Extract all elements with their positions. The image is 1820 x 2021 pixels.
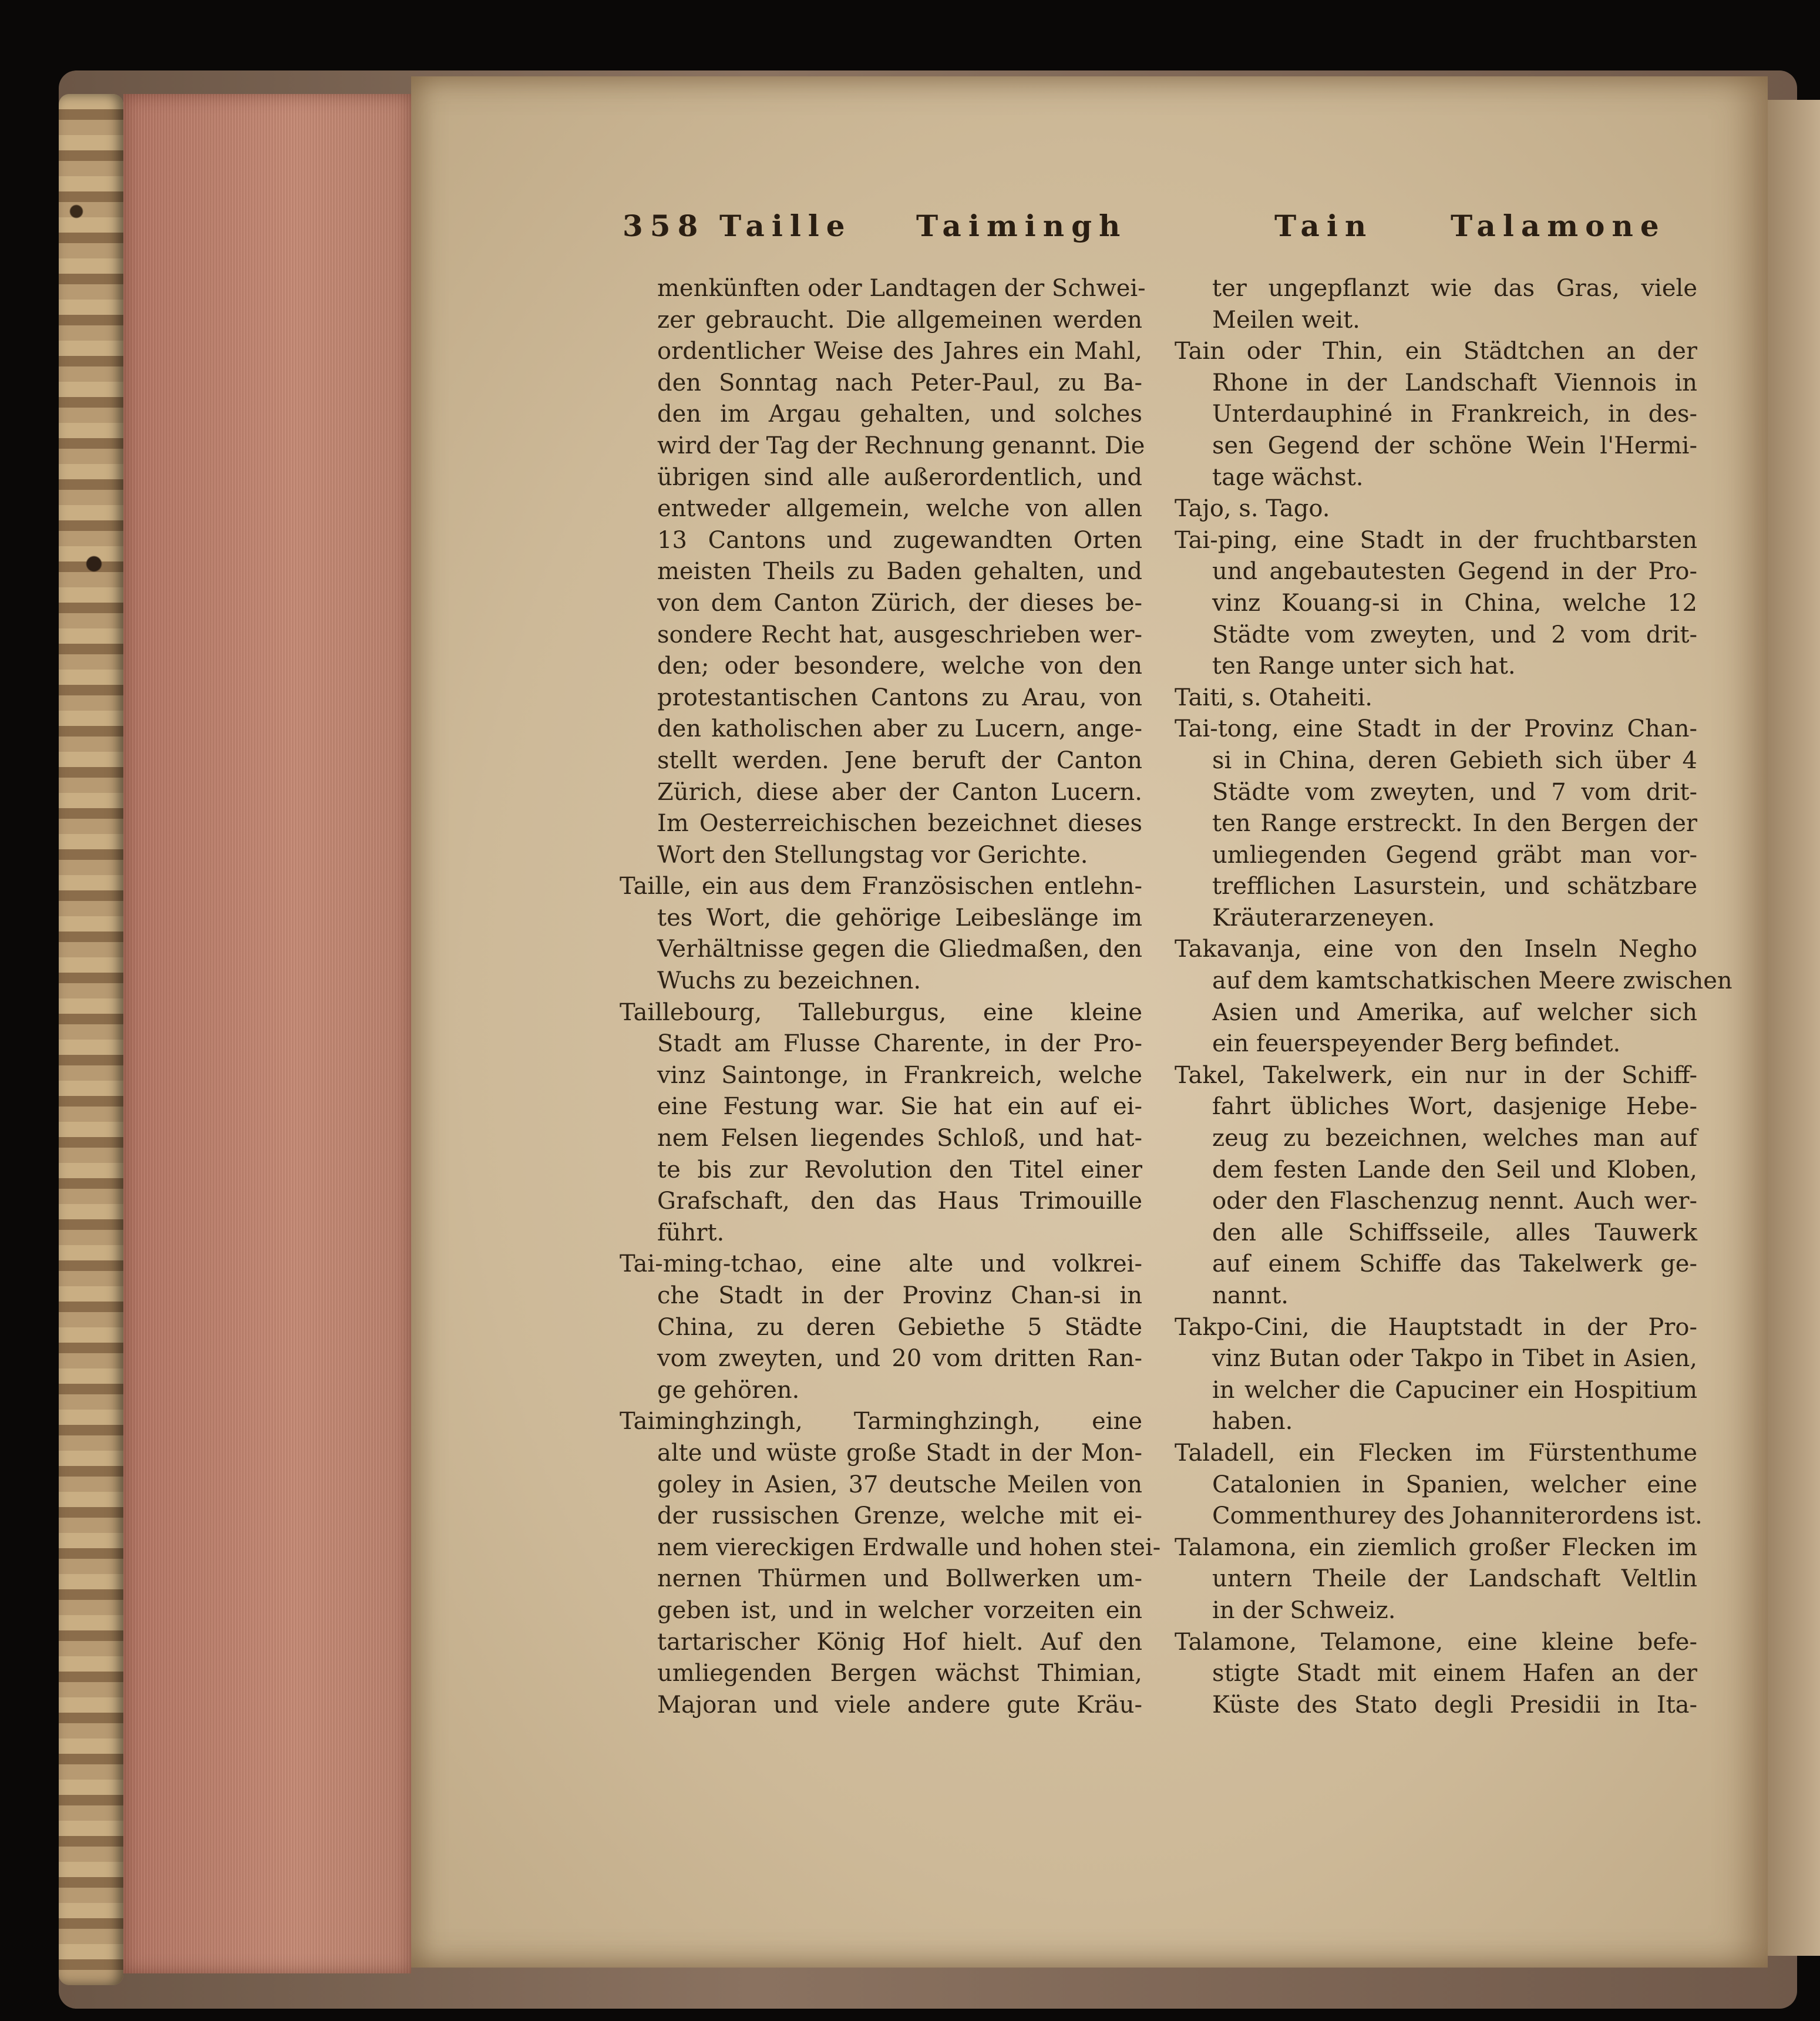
text-line: den; oder besondere, welche von den bbox=[657, 653, 1142, 680]
text-line: in der Schweiz. bbox=[1212, 1596, 1396, 1624]
text-line: ordentlicher Weise des Jahres ein Mahl, bbox=[657, 338, 1142, 365]
text-line: fahrt übliches Wort, dasjenige Hebe- bbox=[1212, 1093, 1697, 1121]
text-line: dem festen Lande den Seil und Kloben, bbox=[1212, 1156, 1697, 1183]
guide-word: Taille bbox=[719, 209, 852, 243]
text-line: ten Range erstreckt. In den Bergen der bbox=[1212, 810, 1697, 838]
text-line: menkünften oder Landtagen der Schwei- bbox=[657, 275, 1146, 302]
text-line: Im Oesterreichischen bezeichnet dieses bbox=[657, 810, 1142, 838]
entry-headword-line: Talamona, ein ziemlich großer Flecken im bbox=[1175, 1534, 1697, 1561]
text-line: nannt. bbox=[1212, 1282, 1289, 1309]
text-line: tage wächst. bbox=[1212, 463, 1364, 491]
text-line: ter ungepflanzt wie das Gras, viele bbox=[1212, 275, 1697, 302]
text-line: untern Theile der Landschaft Veltlin bbox=[1212, 1565, 1697, 1593]
text-line: führt. bbox=[657, 1219, 725, 1246]
entry-headword-line: Takel, Takelwerk, ein nur in der Schiff- bbox=[1175, 1061, 1697, 1089]
text-line: oder den Flaschenzug nennt. Auch wer- bbox=[1212, 1188, 1697, 1215]
text-line: den katholischen aber zu Lucern, ange- bbox=[657, 715, 1142, 743]
text-line: Wuchs zu bezeichnen. bbox=[657, 967, 921, 995]
entry-headword-line: Taiminghzingh, Tarminghzingh, eine bbox=[620, 1408, 1142, 1435]
text-line: zeug zu bezeichnen, welches man auf bbox=[1212, 1125, 1697, 1152]
text-line: von dem Canton Zürich, der dieses be- bbox=[657, 589, 1142, 617]
text-line: nernen Thürmen und Bollwerken um- bbox=[657, 1565, 1142, 1593]
text-line: tes Wort, die gehörige Leibeslänge im bbox=[657, 904, 1142, 932]
entry-headword-line: Tai-ping, eine Stadt in der fruchtbarsten bbox=[1175, 526, 1697, 554]
page-number: 358 bbox=[623, 209, 705, 243]
text-line: sondere Recht hat, ausgeschrieben wer- bbox=[657, 621, 1142, 648]
text-line: auf dem kamtschatkischen Meere zwischen bbox=[1212, 967, 1732, 995]
text-line: Kräuterarzeneyen. bbox=[1212, 904, 1435, 932]
text-line: Asien und Amerika, auf welcher sich bbox=[1212, 998, 1697, 1026]
text-line: Städte vom zweyten, und 7 vom drit- bbox=[1212, 778, 1697, 806]
text-line: che Stadt in der Provinz Chan-si in bbox=[657, 1282, 1142, 1309]
text-line: vinz Butan oder Takpo in Tibet in Asien, bbox=[1212, 1345, 1697, 1373]
entry-headword-line: Taiti, s. Otaheiti. bbox=[1175, 684, 1372, 711]
text-line: tartarischer König Hof hielt. Auf den bbox=[657, 1628, 1142, 1656]
text-line: haben. bbox=[1212, 1408, 1293, 1435]
text-line: nem Felsen liegendes Schloß, und hat- bbox=[657, 1125, 1142, 1152]
text-line: Wort den Stellungstag vor Gerichte. bbox=[657, 841, 1088, 869]
text-line: trefflichen Lasurstein, und schätzbare bbox=[1212, 873, 1697, 900]
text-line: China, zu deren Gebiethe 5 Städte bbox=[657, 1313, 1142, 1341]
text-line: Commenthurey des Johanniterordens ist. bbox=[1212, 1502, 1703, 1530]
text-line: si in China, deren Gebieth sich über 4 bbox=[1212, 746, 1697, 774]
book-spine bbox=[59, 94, 123, 1985]
text-line: in welcher die Capuciner ein Hospitium bbox=[1212, 1376, 1697, 1404]
text-line: sen Gegend der schöne Wein l'Hermi- bbox=[1212, 432, 1697, 459]
running-header bbox=[0, 209, 1820, 250]
guide-word: Tain bbox=[1274, 209, 1374, 243]
entry-headword-line: Tai-tong, eine Stadt in der Provinz Chan- bbox=[1175, 715, 1697, 743]
text-column-left bbox=[620, 273, 1161, 1721]
text-line: der russischen Grenze, welche mit ei- bbox=[657, 1502, 1142, 1530]
page-edges bbox=[123, 94, 411, 1973]
entry-headword-line: Taillebourg, Talleburgus, eine kleine bbox=[620, 998, 1142, 1026]
text-line: vinz Saintonge, in Frankreich, welche bbox=[657, 1061, 1142, 1089]
text-line: den alle Schiffsseile, alles Tauwerk bbox=[1212, 1219, 1697, 1246]
entry-headword-line: Tai-ming-tchao, eine alte und volkrei- bbox=[620, 1250, 1142, 1278]
text-line: zer gebraucht. Die allgemeinen werden bbox=[657, 306, 1142, 334]
entry-headword-line: Takpo-Cini, die Hauptstadt in der Pro- bbox=[1175, 1313, 1697, 1341]
text-line: Rhone in der Landschaft Viennois in bbox=[1212, 369, 1697, 396]
text-line: ten Range unter sich hat. bbox=[1212, 653, 1516, 680]
text-line: den Sonntag nach Peter-Paul, zu Ba- bbox=[657, 369, 1142, 396]
text-line: goley in Asien, 37 deutsche Meilen von bbox=[657, 1471, 1142, 1498]
text-line: entweder allgemein, welche von allen bbox=[657, 495, 1142, 523]
text-line: den im Argau gehalten, und solches bbox=[657, 401, 1142, 428]
facing-page-edge bbox=[1768, 100, 1820, 1956]
text-line: Verhältnisse gegen die Gliedmaßen, den bbox=[657, 936, 1142, 963]
text-line: Majoran und viele andere gute Kräu- bbox=[657, 1691, 1142, 1719]
text-line: Grafschaft, den das Haus Trimouille bbox=[657, 1188, 1142, 1215]
text-line: wird der Tag der Rechnung genannt. Die bbox=[657, 432, 1145, 459]
text-line: Catalonien in Spanien, welcher eine bbox=[1212, 1471, 1697, 1498]
text-line: Küste des Stato degli Presidii in Ita- bbox=[1212, 1691, 1697, 1719]
text-line: stellt werden. Jene beruft der Canton bbox=[657, 746, 1142, 774]
text-line: übrigen sind alle außerordentlich, und bbox=[657, 463, 1142, 491]
text-line: Unterdauphiné in Frankreich, in des- bbox=[1212, 401, 1697, 428]
text-line: 13 Cantons und zugewandten Orten bbox=[657, 526, 1142, 554]
text-line: umliegenden Bergen wächst Thimian, bbox=[657, 1660, 1142, 1687]
text-line: te bis zur Revolution den Titel einer bbox=[657, 1156, 1142, 1183]
text-line: und angebautesten Gegend in der Pro- bbox=[1212, 558, 1697, 586]
text-column-right bbox=[1175, 273, 1732, 1721]
text-line: Stadt am Flusse Charente, in der Pro- bbox=[657, 1030, 1142, 1058]
text-line: eine Festung war. Sie hat ein auf ei- bbox=[657, 1093, 1142, 1121]
text-line: stigte Stadt mit einem Hafen an der bbox=[1212, 1660, 1697, 1687]
text-line: Städte vom zweyten, und 2 vom drit- bbox=[1212, 621, 1697, 648]
guide-word: Taimingh bbox=[916, 209, 1128, 243]
text-line: auf einem Schiffe das Takelwerk ge- bbox=[1212, 1250, 1697, 1278]
guide-word: Talamone bbox=[1451, 209, 1666, 243]
entry-headword-line: Taladell, ein Flecken im Fürstenthume bbox=[1175, 1439, 1697, 1467]
text-line: vom zweyten, und 20 vom dritten Ran- bbox=[657, 1345, 1142, 1373]
entry-headword-line: Talamone, Telamone, eine kleine befe- bbox=[1175, 1628, 1697, 1656]
text-line: nem viereckigen Erdwalle und hohen stei- bbox=[657, 1534, 1161, 1561]
entry-headword-line: Takavanja, eine von den Inseln Negho bbox=[1175, 936, 1697, 963]
text-line: protestantischen Cantons zu Arau, von bbox=[657, 684, 1142, 711]
text-line: alte und wüste große Stadt in der Mon- bbox=[657, 1439, 1142, 1467]
text-line: Zürich, diese aber der Canton Lucern. bbox=[657, 778, 1142, 806]
text-line: meisten Theils zu Baden gehalten, und bbox=[657, 558, 1142, 586]
text-line: umliegenden Gegend gräbt man vor- bbox=[1212, 841, 1697, 869]
text-line: vinz Kouang-si in China, welche 12 bbox=[1212, 589, 1697, 617]
entry-headword-line: Tajo, s. Tago. bbox=[1175, 495, 1330, 523]
text-line: ge gehören. bbox=[657, 1376, 800, 1404]
entry-headword-line: Tain oder Thin, ein Städtchen an der bbox=[1175, 338, 1697, 365]
text-line: Meilen weit. bbox=[1212, 306, 1360, 334]
text-line: geben ist, und in welcher vorzeiten ein bbox=[657, 1596, 1142, 1624]
text-line: ein feuerspeyender Berg befindet. bbox=[1212, 1030, 1621, 1058]
entry-headword-line: Taille, ein aus dem Französischen entlehn- bbox=[620, 873, 1142, 900]
